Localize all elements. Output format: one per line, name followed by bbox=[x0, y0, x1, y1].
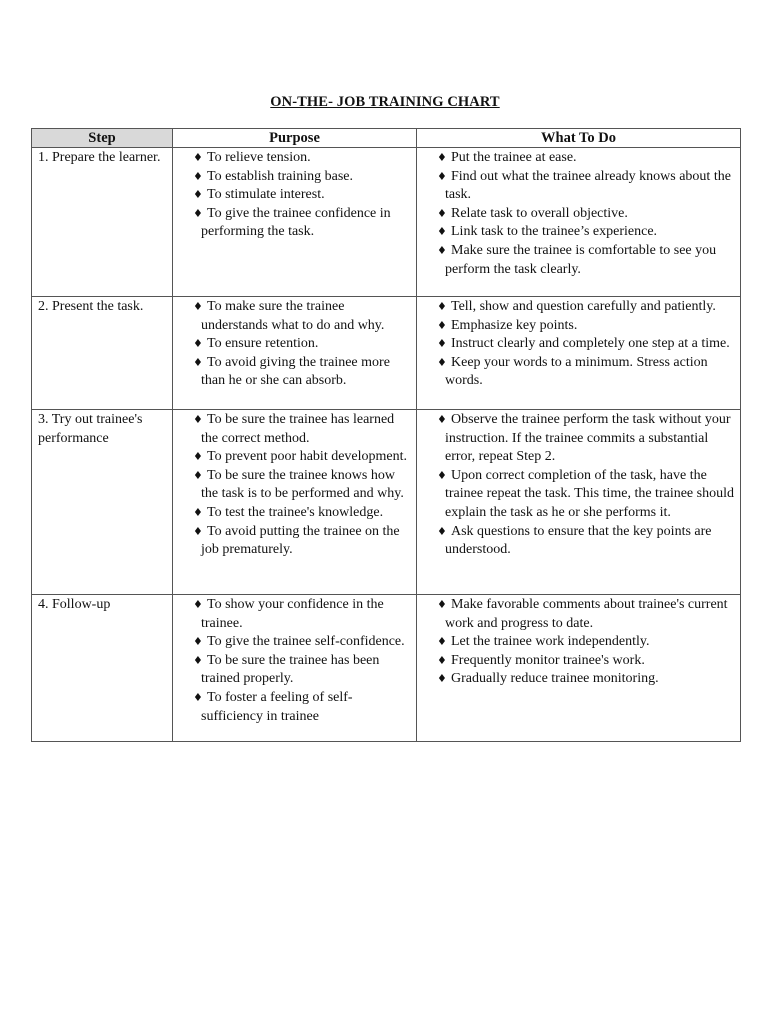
step-column-header: Step bbox=[32, 129, 173, 148]
list-item bbox=[423, 223, 736, 242]
diamond-bullet-icon: ♦ bbox=[193, 188, 203, 202]
list-item-text: To give the trainee self-confidence. bbox=[207, 634, 405, 650]
list-item-text: Find out what the trainee already knows about the task. bbox=[445, 168, 731, 203]
diamond-bullet-icon: ♦ bbox=[437, 468, 447, 482]
list-item bbox=[423, 411, 736, 467]
step-cell bbox=[32, 595, 173, 742]
list-item bbox=[423, 354, 736, 391]
list-item-text: To avoid putting the trainee on the job prematurely. bbox=[201, 523, 400, 558]
list-item-text: Link task to the trainee’s experience. bbox=[451, 224, 658, 240]
step-label: 1. Prepare the learner. bbox=[38, 150, 161, 165]
step-label: 4. Follow-up bbox=[38, 597, 111, 612]
diamond-bullet-icon: ♦ bbox=[193, 653, 203, 667]
list-item-text: Ask questions to ensure that the key points are understood. bbox=[445, 523, 712, 558]
diamond-bullet-icon: ♦ bbox=[437, 225, 447, 239]
diamond-bullet-icon: ♦ bbox=[193, 690, 203, 704]
list-item bbox=[423, 596, 736, 633]
diamond-bullet-icon: ♦ bbox=[437, 318, 447, 332]
diamond-bullet-icon: ♦ bbox=[193, 151, 203, 164]
diamond-bullet-icon: ♦ bbox=[437, 524, 447, 538]
what-to-do-cell bbox=[417, 410, 741, 595]
diamond-bullet-icon: ♦ bbox=[437, 598, 447, 611]
list-item-text: To be sure the trainee has been trained properly. bbox=[201, 652, 380, 687]
list-item-text: To establish training base. bbox=[207, 168, 353, 184]
table-header-row bbox=[32, 129, 741, 148]
purpose-list bbox=[179, 411, 412, 560]
list-item bbox=[423, 298, 736, 317]
list-item bbox=[179, 186, 412, 205]
table-row bbox=[32, 595, 741, 742]
list-item-text: To foster a feeling of self-sufficiency in trainee bbox=[201, 689, 353, 724]
list-item-text: Gradually reduce trainee monitoring. bbox=[451, 671, 659, 687]
list-item-text: Instruct clearly and completely one step at a time. bbox=[451, 336, 730, 352]
list-item bbox=[179, 205, 412, 242]
list-item-text: To stimulate interest. bbox=[207, 187, 325, 203]
purpose-cell bbox=[173, 148, 417, 297]
list-item-text: To show your confidence in the trainee. bbox=[201, 597, 384, 631]
diamond-bullet-icon: ♦ bbox=[437, 672, 447, 686]
table-row bbox=[32, 297, 741, 410]
diamond-bullet-icon: ♦ bbox=[437, 151, 447, 164]
list-item bbox=[423, 168, 736, 205]
diamond-bullet-icon: ♦ bbox=[437, 355, 447, 369]
diamond-bullet-icon: ♦ bbox=[437, 337, 447, 351]
purpose-column-header: Purpose bbox=[173, 129, 417, 148]
list-item bbox=[423, 149, 736, 168]
diamond-bullet-icon: ♦ bbox=[437, 413, 447, 426]
diamond-bullet-icon: ♦ bbox=[437, 300, 447, 313]
list-item-text: To be sure the trainee knows how the task is to be performed and why. bbox=[201, 467, 404, 502]
list-item-text: Keep your words to a minimum. Stress action words. bbox=[445, 354, 708, 389]
list-item bbox=[179, 168, 412, 187]
diamond-bullet-icon: ♦ bbox=[193, 450, 203, 464]
purpose-cell bbox=[173, 297, 417, 410]
list-item bbox=[423, 205, 736, 224]
list-item bbox=[179, 652, 412, 689]
diamond-bullet-icon: ♦ bbox=[193, 206, 203, 220]
diamond-bullet-icon: ♦ bbox=[193, 505, 203, 519]
what-to-do-list bbox=[423, 149, 736, 279]
list-item bbox=[179, 298, 412, 335]
diamond-bullet-icon: ♦ bbox=[193, 300, 203, 313]
purpose-list bbox=[179, 149, 412, 242]
list-item bbox=[423, 633, 736, 652]
list-item-text: Let the trainee work independently. bbox=[451, 634, 650, 650]
what-to-do-list bbox=[423, 596, 736, 689]
list-item bbox=[179, 504, 412, 523]
list-item-text: Upon correct completion of the task, have the trainee repeat the task. This time, the trainee should explain the task as he or she performs it. bbox=[445, 467, 734, 520]
list-item bbox=[179, 149, 412, 168]
list-item bbox=[423, 317, 736, 336]
list-item bbox=[179, 689, 412, 726]
list-item-text: Tell, show and question carefully and patiently. bbox=[451, 299, 716, 314]
list-item-text: To test the trainee's knowledge. bbox=[207, 504, 384, 520]
diamond-bullet-icon: ♦ bbox=[193, 635, 203, 649]
what-to-do-cell bbox=[417, 148, 741, 297]
list-item-text: Make sure the trainee is comfortable to see you perform the task clearly. bbox=[445, 242, 717, 277]
purpose-list bbox=[179, 298, 412, 391]
list-item bbox=[179, 448, 412, 467]
step-cell bbox=[32, 148, 173, 297]
diamond-bullet-icon: ♦ bbox=[193, 355, 203, 369]
diamond-bullet-icon: ♦ bbox=[193, 413, 203, 426]
list-item bbox=[179, 354, 412, 391]
list-item bbox=[423, 335, 736, 354]
list-item-text: To avoid giving the trainee more than he or she can absorb. bbox=[201, 354, 390, 389]
step-cell bbox=[32, 297, 173, 410]
page-title: ON-THE- JOB TRAINING CHART bbox=[270, 94, 500, 110]
diamond-bullet-icon: ♦ bbox=[437, 653, 447, 667]
table-row bbox=[32, 410, 741, 595]
list-item bbox=[423, 670, 736, 689]
list-item bbox=[423, 242, 736, 279]
list-item bbox=[179, 523, 412, 560]
list-item-text: To be sure the trainee has learned the correct method. bbox=[201, 412, 395, 446]
what-to-do-cell bbox=[417, 595, 741, 742]
training-chart-table bbox=[31, 128, 741, 742]
step-label: 2. Present the task. bbox=[38, 299, 144, 314]
diamond-bullet-icon: ♦ bbox=[437, 206, 447, 220]
list-item-text: Observe the trainee perform the task without your instruction. If the trainee commits a substantial error, repeat Step 2. bbox=[445, 412, 731, 465]
list-item-text: To relieve tension. bbox=[207, 150, 311, 165]
list-item-text: To ensure retention. bbox=[207, 336, 319, 352]
list-item bbox=[179, 335, 412, 354]
list-item-text: Frequently monitor trainee's work. bbox=[451, 652, 645, 668]
purpose-list bbox=[179, 596, 412, 726]
diamond-bullet-icon: ♦ bbox=[193, 468, 203, 482]
list-item-text: Emphasize key points. bbox=[451, 317, 578, 333]
list-item-text: Put the trainee at ease. bbox=[451, 150, 577, 165]
purpose-cell bbox=[173, 410, 417, 595]
diamond-bullet-icon: ♦ bbox=[193, 337, 203, 351]
what-to-do-list bbox=[423, 298, 736, 391]
what-to-do-list bbox=[423, 411, 736, 560]
list-item-text: To give the trainee confidence in performing the task. bbox=[201, 205, 391, 240]
diamond-bullet-icon: ♦ bbox=[193, 169, 203, 183]
list-item bbox=[423, 523, 736, 560]
list-item bbox=[423, 467, 736, 523]
step-label: 3. Try out trainee's performance bbox=[38, 412, 143, 446]
diamond-bullet-icon: ♦ bbox=[193, 524, 203, 538]
list-item bbox=[179, 596, 412, 633]
diamond-bullet-icon: ♦ bbox=[437, 243, 447, 257]
diamond-bullet-icon: ♦ bbox=[437, 169, 447, 183]
list-item bbox=[179, 633, 412, 652]
diamond-bullet-icon: ♦ bbox=[193, 598, 203, 611]
list-item-text: Relate task to overall objective. bbox=[451, 205, 628, 221]
purpose-cell bbox=[173, 595, 417, 742]
list-item bbox=[179, 411, 412, 448]
what-to-do-cell bbox=[417, 297, 741, 410]
diamond-bullet-icon: ♦ bbox=[437, 635, 447, 649]
list-item bbox=[179, 467, 412, 504]
list-item-text: Make favorable comments about trainee's current work and progress to date. bbox=[445, 597, 728, 631]
list-item bbox=[423, 652, 736, 671]
what-to-do-column-header: What To Do bbox=[417, 129, 741, 148]
list-item-text: To prevent poor habit development. bbox=[207, 449, 408, 465]
list-item-text: To make sure the trainee understands what to do and why. bbox=[201, 299, 385, 333]
table-row bbox=[32, 148, 741, 297]
step-cell bbox=[32, 410, 173, 595]
